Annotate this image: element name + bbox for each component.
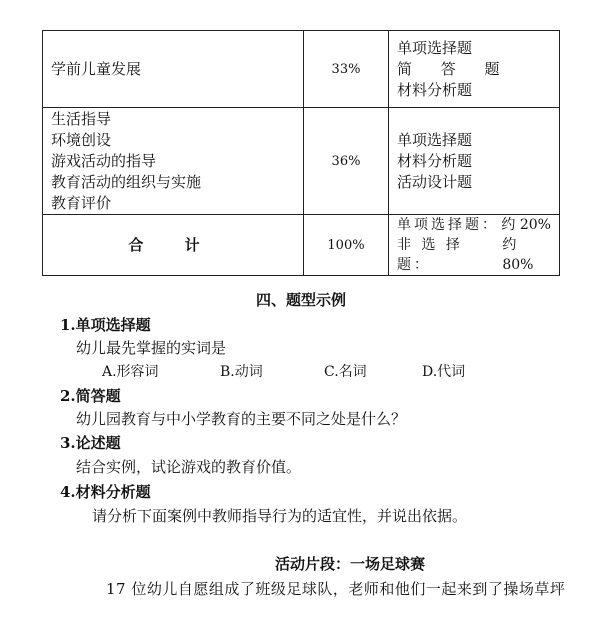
topic-item: 教育活动的组织与实施 <box>51 172 202 191</box>
question-types-cell <box>389 108 560 215</box>
exam-content-table <box>42 30 560 276</box>
question-type: 材料分析题 <box>397 80 473 99</box>
question-heading: 3.论述题 <box>60 434 121 452</box>
total-label: 合 计 <box>43 215 304 276</box>
question-text: 幼儿园教育与中小学教育的主要不同之处是什么？ <box>76 410 407 428</box>
breakdown-value: 约 80% <box>502 237 534 273</box>
question-heading: 2.简答题 <box>60 387 121 405</box>
option-b: B.动词 <box>220 364 263 380</box>
total-percent: 100% <box>304 215 389 276</box>
question-type: 材料分析题 <box>397 151 473 170</box>
total-breakdown-line <box>397 215 559 235</box>
topic-item: 教育评价 <box>51 193 112 212</box>
question-heading: 4.材料分析题 <box>60 483 151 501</box>
breakdown-value: 约 20% <box>501 217 551 233</box>
topic-item: 游戏活动的指导 <box>51 151 157 170</box>
topics-cell <box>43 108 304 215</box>
option-a: A.形容词 <box>102 364 159 380</box>
question-types-cell <box>389 31 560 108</box>
total-breakdown-cell <box>389 215 560 276</box>
table-row <box>43 108 560 215</box>
topic-item: 生活指导 <box>51 109 112 128</box>
question-text: 结合实例，试论游戏的教育价值。 <box>76 458 302 476</box>
breakdown-name: 非 选 择 题： <box>397 237 463 273</box>
option-d: D.代词 <box>422 364 466 380</box>
question-type: 单项选择题 <box>397 130 473 149</box>
breakdown-name: 单项选择题： <box>397 217 499 233</box>
question-type: 活动设计题 <box>397 172 473 191</box>
topics-cell <box>43 31 304 108</box>
table-row <box>43 31 560 108</box>
question-text: 幼儿最先掌握的实词是 <box>76 339 227 357</box>
question-type: 单项选择题 <box>397 38 473 57</box>
activity-title: 活动片段：一场足球赛 <box>274 555 425 573</box>
percent-cell: 36% <box>304 108 389 215</box>
percent-cell: 33% <box>304 31 389 108</box>
topic-item: 学前儿童发展 <box>51 59 142 78</box>
topic-item: 环境创设 <box>51 130 112 149</box>
question-heading: 1.单项选择题 <box>60 316 151 334</box>
question-type: 简 答 题 <box>397 59 512 78</box>
activity-text: 17 位幼儿自愿组成了班级足球队，老师和他们一起来到了操场草坪 <box>106 580 566 598</box>
total-breakdown-line <box>397 235 559 275</box>
question-text: 请分析下面案例中教师指导行为的适宜性，并说出依据。 <box>92 507 468 525</box>
option-c: C.名词 <box>324 364 367 380</box>
total-row <box>43 215 560 276</box>
section-title: 四、题型示例 <box>255 291 346 309</box>
